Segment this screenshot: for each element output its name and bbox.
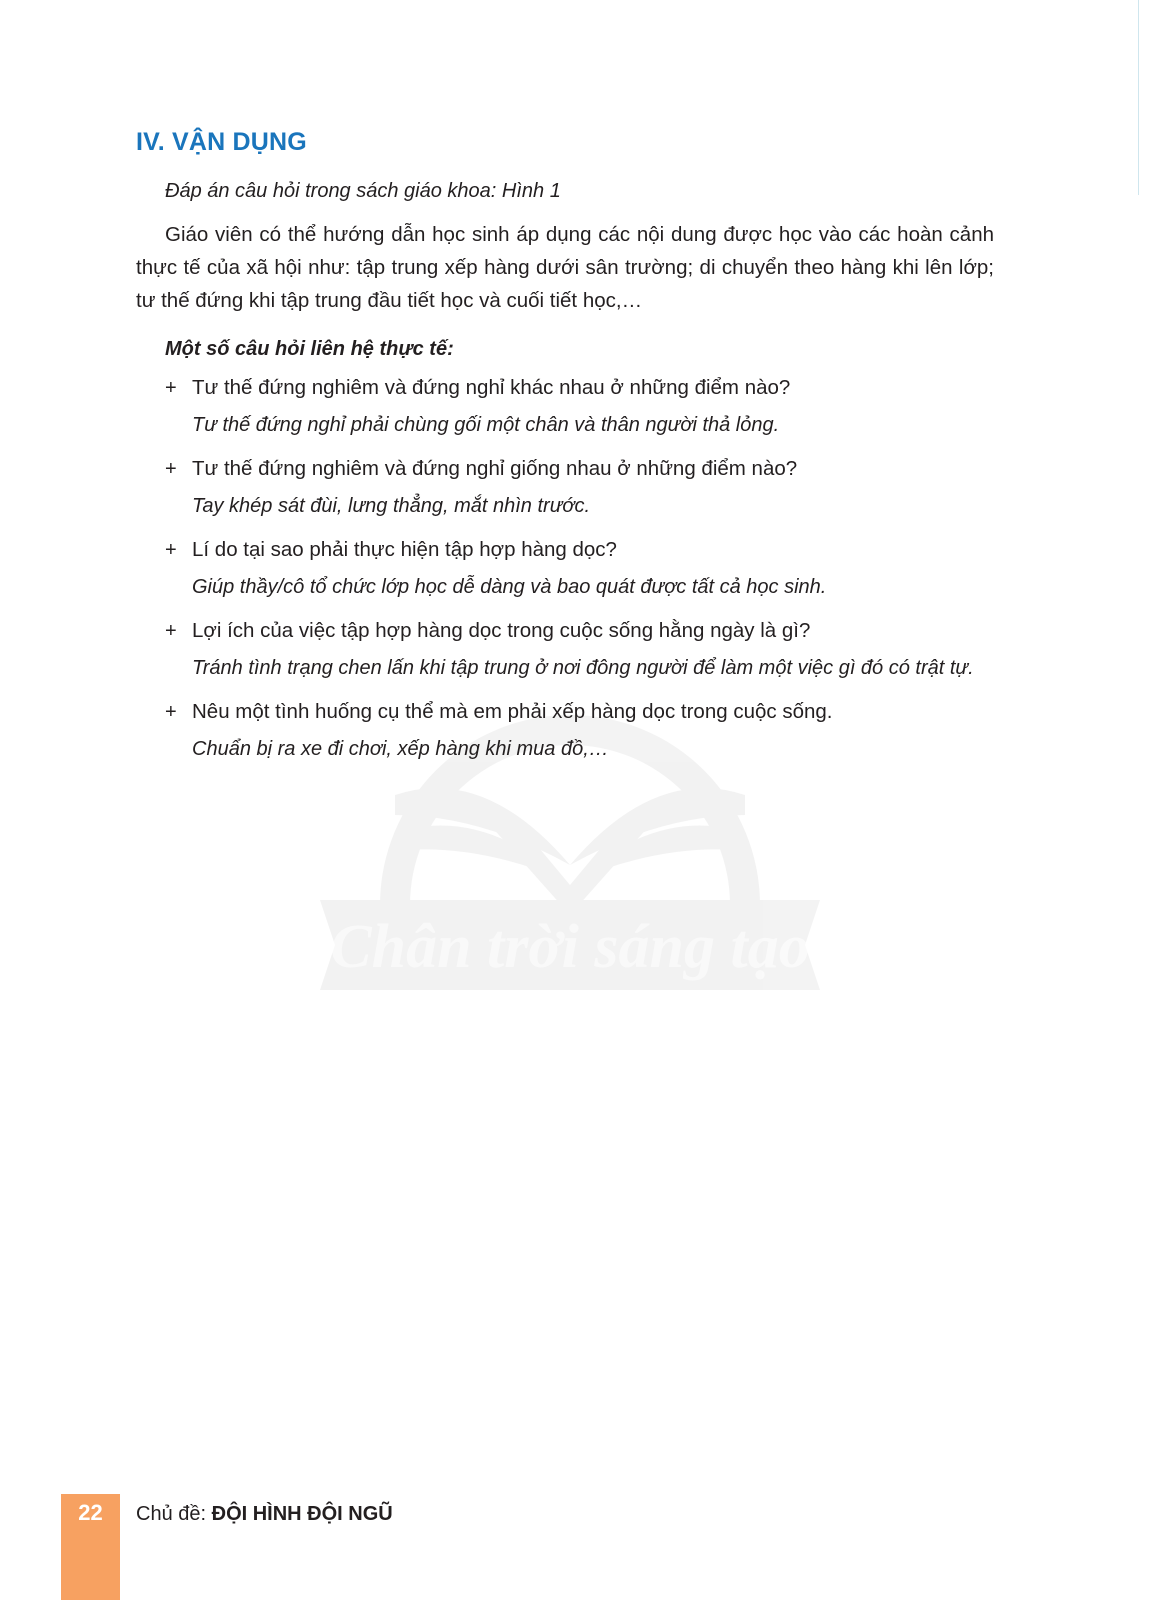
question-text: Tư thế đứng nghiêm và đứng nghỉ giống nhau ở những điểm nào? — [192, 457, 798, 480]
answer-text: Tư thế đứng nghỉ phải chùng gối một chân và thân người thả lỏng. — [192, 414, 780, 436]
intro-paragraph: Giáo viên có thể hướng dẫn học sinh áp dụng các nội dung được học vào các hoàn cảnh thực tế của xã hội như: tập trung xếp hàng dưới sân trường; di chuyển theo hàng khi lên lớp; tư thế đứng khi tập trung đầu tiết học và cuối tiết học,… — [136, 223, 994, 312]
question-text: Lí do tại sao phải thực hiện tập hợp hàng dọc? — [192, 538, 617, 561]
question-text: Nêu một tình huống cụ thể mà em phải xếp hàng dọc trong cuộc sống. — [192, 700, 833, 723]
page-number: 22 — [78, 1500, 103, 1525]
bullet-plus: + — [165, 701, 177, 723]
topic-title: ĐỘI HÌNH ĐỘI NGŨ — [211, 1503, 393, 1525]
answer-text: Tránh tình trạng chen lấn khi tập trung ở nơi đông người để làm một việc gì đó có trật tự. — [192, 657, 974, 679]
section-heading: IV. VẬN DỤNG — [136, 128, 307, 156]
question-text: Lợi ích của việc tập hợp hàng dọc trong cuộc sống hằng ngày là gì? — [192, 619, 811, 642]
page-edge-line — [1138, 0, 1139, 195]
watermark-text: Chân trời sáng tạo — [330, 913, 810, 981]
bullet-plus: + — [165, 620, 177, 642]
answer-text: Chuẩn bị ra xe đi chơi, xếp hàng khi mua đồ,… — [192, 738, 609, 760]
answer-text: Tay khép sát đùi, lưng thẳng, mắt nhìn trước. — [192, 495, 591, 517]
answer-reference: Đáp án câu hỏi trong sách giáo khoa: Hình 1 — [165, 180, 561, 202]
footer-topic — [136, 1503, 393, 1526]
answer-text: Giúp thầy/cô tổ chức lớp học dễ dàng và bao quát được tất cả học sinh. — [192, 576, 827, 598]
bullet-plus: + — [165, 458, 177, 480]
question-text: Tư thế đứng nghiêm và đứng nghỉ khác nhau ở những điểm nào? — [192, 376, 791, 399]
topic-label: Chủ đề: — [136, 1503, 207, 1525]
bullet-plus: + — [165, 377, 177, 399]
bullet-plus: + — [165, 539, 177, 561]
questions-subtitle: Một số câu hỏi liên hệ thực tế: — [165, 338, 454, 360]
